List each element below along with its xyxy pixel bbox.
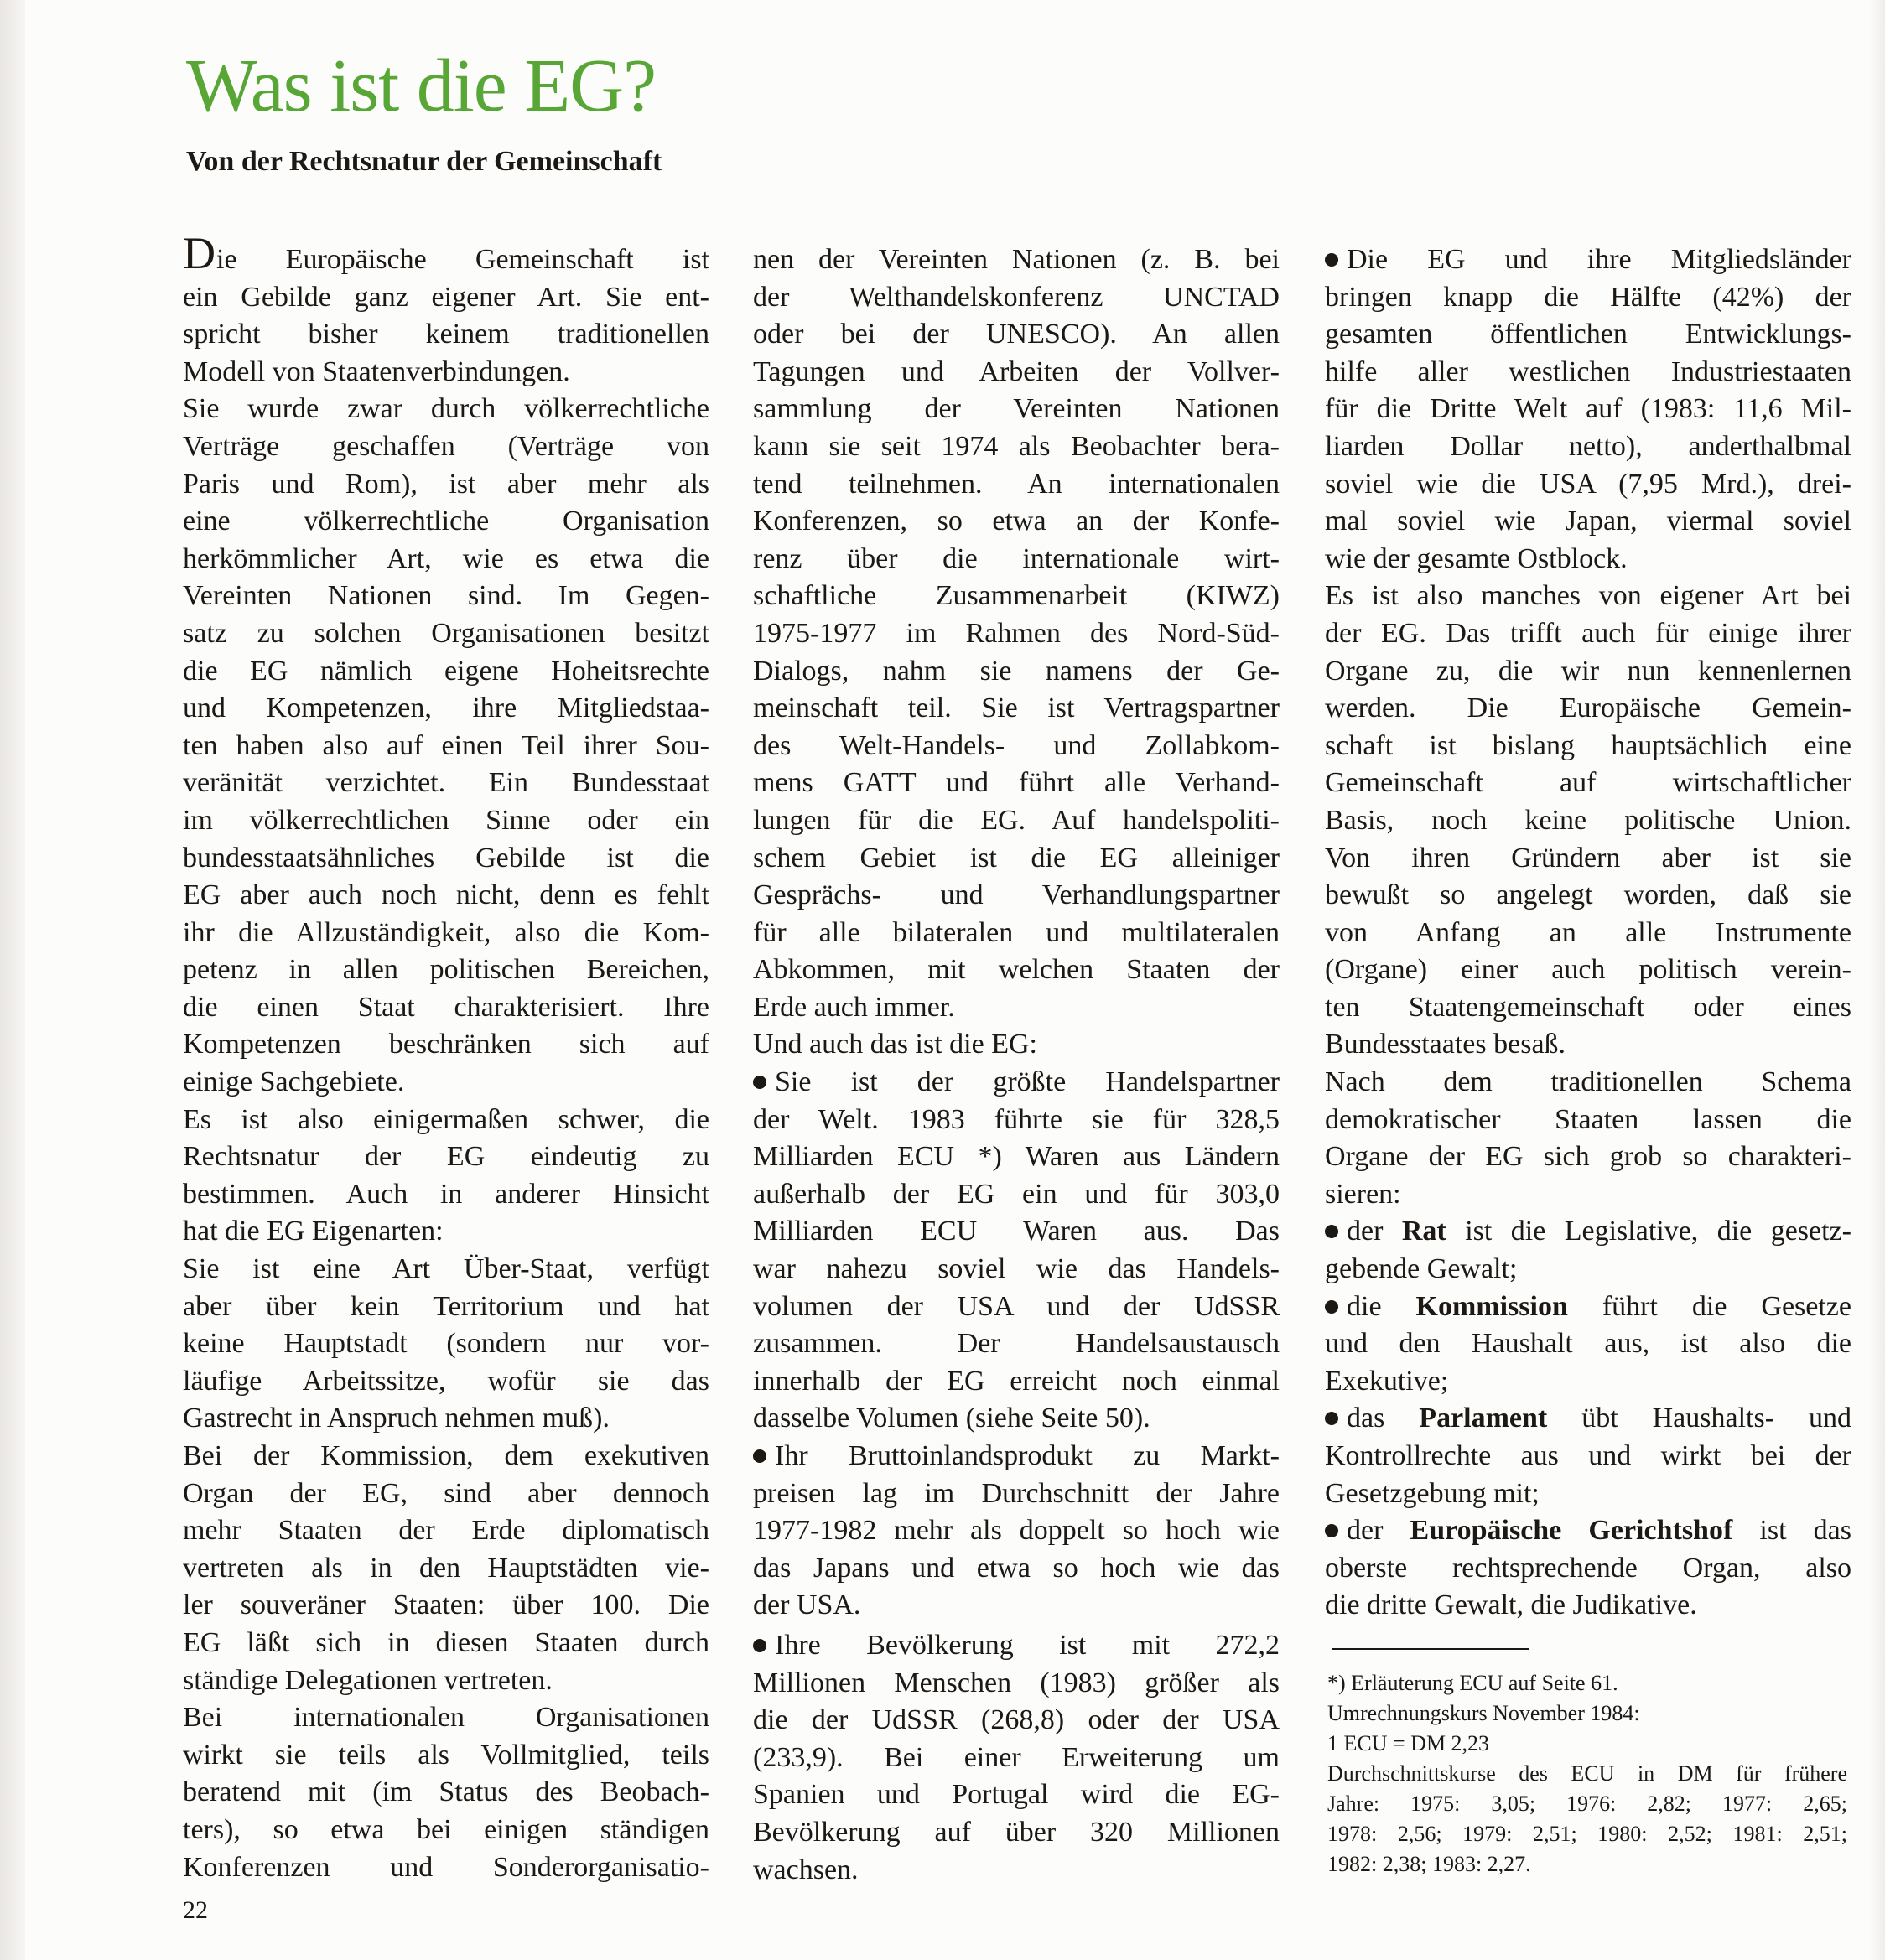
text-line: petenz in allen politischen Bereichen,	[183, 954, 709, 986]
text-line: Bei internationalen Organisationen	[183, 1702, 709, 1734]
text-line: 1975-1977 im Rahmen des Nord-Süd-	[753, 617, 1280, 649]
text-line: Erde auch immer.	[753, 991, 955, 1023]
text-line: und Kompetenzen, ihre Mitgliedstaa-	[183, 692, 709, 724]
text-line: dasselbe Volumen (siehe Seite 50).	[753, 1403, 1150, 1434]
footnote-line: 1 ECU = DM 2,23	[1327, 1731, 1490, 1755]
text-line: für alle bilateralen und multilateralen	[753, 916, 1280, 948]
organ-name: Parlament	[1419, 1403, 1548, 1434]
text-line: ler souveräner Staaten: über 100. Die	[183, 1589, 709, 1621]
text-line: schaftliche Zusammenarbeit (KIWZ)	[753, 580, 1280, 612]
text-line: und den Haushalt aus, ist also die	[1325, 1328, 1851, 1360]
organ-name: Kommission	[1415, 1290, 1568, 1322]
footnote-line: 1982: 2,38; 1983: 2,27.	[1327, 1852, 1531, 1876]
text-line: zusammen. Der Handelsaustausch	[753, 1328, 1280, 1360]
text-line: ihr die Allzuständigkeit, also die Kom-	[183, 916, 709, 948]
text-line: Modell von Staatenverbindungen.	[183, 355, 570, 387]
footnote-line: Jahre: 1975: 3,05; 1976: 2,82; 1977: 2,65;	[1327, 1791, 1847, 1816]
bullet-icon	[753, 1076, 766, 1089]
page-edge-right	[1868, 0, 1885, 1960]
text-line: meinschaft teil. Sie ist Vertragspartner	[753, 692, 1280, 724]
text-line: EG aber auch noch nicht, denn es fehlt	[183, 879, 709, 911]
text-line: Tagungen und Arbeiten der Vollver-	[753, 355, 1280, 387]
text-line: Ihr Bruttoinlandsprodukt zu Markt-	[753, 1438, 1280, 1475]
organ-name: Europäische Gerichtshof	[1410, 1515, 1733, 1547]
text-line: vertreten als in den Hauptstädten vie-	[183, 1552, 709, 1584]
text-line: der Welthandelskonferenz UNCTAD	[753, 281, 1280, 313]
text-line: Kontrollrechte aus und wirkt bei der	[1325, 1440, 1851, 1471]
text-line: Sie ist eine Art Über-Staat, verfügt	[183, 1253, 709, 1285]
text-line: beratend mit (im Status des Beobach-	[183, 1776, 709, 1808]
text-line: Von ihren Gründern aber ist sie	[1325, 842, 1851, 874]
text-line: kann sie seit 1974 als Beobachter bera-	[753, 430, 1280, 462]
text-line: für die Dritte Welt auf (1983: 11,6 Mil-	[1325, 393, 1851, 425]
organ-item-parlament: das Parlament übt Haushalts- und	[1325, 1400, 1851, 1438]
bullet-icon	[753, 1639, 766, 1652]
text-line: Nach dem traditionellen Schema	[1325, 1066, 1851, 1098]
text-line: Gesetzgebung mit;	[1325, 1477, 1540, 1509]
text-line: die dritte Gewalt, die Judikative.	[1325, 1589, 1697, 1621]
text-line: mehr Staaten der Erde diplomatisch	[183, 1515, 709, 1547]
text-line: Dialogs, nahm sie namens der Ge-	[753, 655, 1280, 687]
text-line: wie der gesamte Ostblock.	[1325, 542, 1628, 574]
text-line: (Organe) einer auch politisch verein-	[1325, 954, 1851, 986]
text-line: der EG. Das trifft auch für einige ihrer	[1325, 617, 1851, 649]
page-edge-left	[0, 0, 25, 1960]
text-line: veränität verzichtet. Ein Bundesstaat	[183, 767, 709, 799]
organ-item-rat: der Rat ist die Legislative, die gesetz-	[1325, 1213, 1851, 1251]
bullet-icon	[1325, 1412, 1338, 1425]
text-line: ters), so etwa bei einigen ständigen	[183, 1813, 709, 1845]
text-line: der USA.	[753, 1589, 861, 1621]
text-line: Basis, noch keine politische Union.	[1325, 804, 1851, 836]
text-line: aber über kein Territorium und hat	[183, 1290, 709, 1322]
text-line: Verträge geschaffen (Verträge von	[183, 430, 709, 462]
text-line: soviel wie die USA (7,95 Mrd.), drei-	[1325, 468, 1851, 500]
text-line: Die EG und ihre Mitgliedsländer	[1325, 241, 1851, 279]
text-line: Kompetenzen beschränken sich auf	[183, 1029, 709, 1060]
text-line: demokratischer Staaten lassen die	[1325, 1103, 1851, 1135]
footnote	[1327, 1668, 1847, 1880]
text-line: bringen knapp die Hälfte (42%) der	[1325, 281, 1851, 313]
bullet-icon	[1325, 1300, 1338, 1314]
text-line: hilfe aller westlichen Industriestaaten	[1325, 355, 1851, 387]
text-line: Es ist also einigermaßen schwer, die	[183, 1103, 709, 1135]
text-line: 1977-1982 mehr als doppelt so hoch wie	[753, 1515, 1280, 1547]
text-line: Konferenzen und Sonderorganisatio-	[183, 1851, 709, 1883]
text-line: EG läßt sich in diesen Staaten durch	[183, 1626, 709, 1658]
text-line: Konferenzen, so etwa an der Konfe-	[753, 506, 1280, 537]
text-line: eine völkerrechtliche Organisation	[183, 506, 709, 537]
bullet-icon	[753, 1449, 766, 1463]
text-line: Organe der EG sich grob so charakteri-	[1325, 1141, 1851, 1173]
text-line: Ihre Bevölkerung ist mit 272,2	[753, 1627, 1280, 1665]
footnote-line: Durchschnittskurse des ECU in DM für frühere	[1327, 1761, 1847, 1786]
text-line: renz über die internationale wirt-	[753, 542, 1280, 574]
text-line: Und auch das ist die EG:	[753, 1029, 1037, 1060]
page-title: Was ist die EG?	[186, 44, 657, 127]
text-line: satz zu solchen Organisationen besitzt	[183, 617, 709, 649]
column-left	[183, 228, 709, 1886]
text-line: Sie ist der größte Handelspartner	[753, 1064, 1280, 1102]
organ-item-kommission: die Kommission führt die Gesetze	[1325, 1289, 1851, 1326]
text-line: oberste rechtsprechende Organ, also	[1325, 1552, 1851, 1584]
text-line: Bundesstaates besaß.	[1325, 1029, 1566, 1060]
text-line: mens GATT und führt alle Verhand-	[753, 767, 1280, 799]
text-line: sammlung der Vereinten Nationen	[753, 393, 1280, 425]
text-line: hat die EG Eigenarten:	[183, 1216, 444, 1247]
organ-item-gerichtshof: der Europäische Gerichtshof ist das	[1325, 1512, 1851, 1550]
text-line: Gastrecht in Anspruch nehmen muß).	[183, 1403, 610, 1434]
text-line: Rechtsnatur der EG eindeutig zu	[183, 1141, 709, 1173]
text-line: war nahezu soviel wie das Handels-	[753, 1253, 1280, 1285]
text-line: preisen lag im Durchschnitt der Jahre	[753, 1477, 1280, 1509]
column-middle	[753, 241, 1280, 1889]
bullet-icon	[1325, 253, 1338, 267]
text-line: die der UdSSR (268,8) oder der USA	[753, 1704, 1280, 1736]
text-line: Bevölkerung auf über 320 Millionen	[753, 1816, 1280, 1848]
text-line: wirkt sie teils als Vollmitglied, teils	[183, 1739, 709, 1771]
footnote-line: *) Erläuterung ECU auf Seite 61.	[1327, 1671, 1618, 1695]
text-line: Paris und Rom), ist aber mehr als	[183, 468, 709, 500]
text-line: Sie wurde zwar durch völkerrechtliche	[183, 393, 709, 425]
text-line: schem Gebiet ist die EG alleiniger	[753, 842, 1280, 874]
text-line: bundesstaatsähnliches Gebilde ist die	[183, 842, 709, 874]
organ-name: Rat	[1401, 1216, 1446, 1247]
text-line: mal soviel wie Japan, viermal soviel	[1325, 506, 1851, 537]
text-line: schaft ist bislang hauptsächlich eine	[1325, 729, 1851, 761]
text-line: Organe zu, die wir nun kennenlernen	[1325, 655, 1851, 687]
text-line: keine Hauptstadt (sondern nur vor-	[183, 1328, 709, 1360]
text-line: spricht bisher keinem traditionellen	[183, 319, 709, 350]
text-line: Gemeinschaft auf wirtschaftlicher	[1325, 767, 1851, 799]
text-line: Vereinten Nationen sind. Im Gegen-	[183, 580, 709, 612]
text-line: Organ der EG, sind aber dennoch	[183, 1477, 709, 1509]
text-line: einige Sachgebiete.	[183, 1066, 405, 1098]
text-line: des Welt-Handels- und Zollabkom-	[753, 729, 1280, 761]
column-right	[1325, 241, 1851, 1625]
text-line: das Japans und etwa so hoch wie das	[753, 1552, 1280, 1584]
page-subtitle: Von der Rechtsnatur der Gemeinschaft	[186, 146, 662, 177]
text-line: Gesprächs- und Verhandlungspartner	[753, 879, 1280, 911]
text-line: ständige Delegationen vertreten.	[183, 1664, 553, 1696]
text-line: Die Europäische Gemeinschaft ist	[183, 228, 709, 278]
page-number: 22	[183, 1896, 208, 1924]
text-line: außerhalb der EG ein und für 303,0	[753, 1178, 1280, 1210]
text-line: oder bei der UNESCO). An allen	[753, 319, 1280, 350]
text-line: liarden Dollar netto), anderthalbmal	[1325, 430, 1851, 462]
text-line: die einen Staat charakterisiert. Ihre	[183, 991, 709, 1023]
footnote-line: 1978: 2,56; 1979: 2,51; 1980: 2,52; 1981: 2,51;	[1327, 1822, 1847, 1846]
text-line: tend teilnehmen. An internationalen	[753, 468, 1280, 500]
text-line: Millionen Menschen (1983) größer als	[753, 1667, 1280, 1698]
text-line: werden. Die Europäische Gemein-	[1325, 692, 1851, 724]
footnote-divider	[1332, 1648, 1529, 1650]
footnote-line: Umrechnungskurs November 1984:	[1327, 1701, 1640, 1725]
bullet-icon	[1325, 1225, 1338, 1238]
text-line: die EG nämlich eigene Hoheitsrechte	[183, 655, 709, 687]
text-line: Spanien und Portugal wird die EG-	[753, 1779, 1280, 1811]
text-line: Es ist also manches von eigener Art bei	[1325, 580, 1851, 612]
text-line: lungen für die EG. Auf handelspoliti-	[753, 804, 1280, 836]
text-line: Abkommen, mit welchen Staaten der	[753, 954, 1280, 986]
text-line: herkömmlicher Art, wie es etwa die	[183, 542, 709, 574]
text-line: ten Staatengemeinschaft oder eines	[1325, 991, 1851, 1023]
text-line: bewußt so angelegt worden, daß sie	[1325, 879, 1851, 911]
text-line: von Anfang an alle Instrumente	[1325, 916, 1851, 948]
text-line: gebende Gewalt;	[1325, 1253, 1518, 1285]
text-line: bestimmen. Auch in anderer Hinsicht	[183, 1178, 709, 1210]
text-line: nen der Vereinten Nationen (z. B. bei	[753, 244, 1280, 275]
text-line: ten haben also auf einen Teil ihrer Sou-	[183, 729, 709, 761]
text-line: Exekutive;	[1325, 1365, 1449, 1397]
text-line: läufige Arbeitssitze, wofür sie das	[183, 1365, 709, 1397]
text-line: sieren:	[1325, 1178, 1401, 1210]
text-line: im völkerrechtlichen Sinne oder ein	[183, 804, 709, 836]
text-line: volumen der USA und der UdSSR	[753, 1290, 1280, 1322]
text-line: gesamten öffentlichen Entwicklungs-	[1325, 319, 1851, 350]
text-line: ein Gebilde ganz eigener Art. Sie ent-	[183, 281, 709, 313]
text-line: der Welt. 1983 führte sie für 328,5	[753, 1103, 1280, 1135]
text-line: Milliarden ECU *) Waren aus Ländern	[753, 1141, 1280, 1173]
text-line: wachsen.	[753, 1854, 859, 1885]
text-line: (233,9). Bei einer Erweiterung um	[753, 1741, 1280, 1773]
drop-cap: D	[183, 228, 216, 278]
text-line: innerhalb der EG erreicht noch einmal	[753, 1365, 1280, 1397]
text-line: Milliarden ECU Waren aus. Das	[753, 1216, 1280, 1247]
bullet-icon	[1325, 1524, 1338, 1537]
text-line: Bei der Kommission, dem exekutiven	[183, 1440, 709, 1471]
